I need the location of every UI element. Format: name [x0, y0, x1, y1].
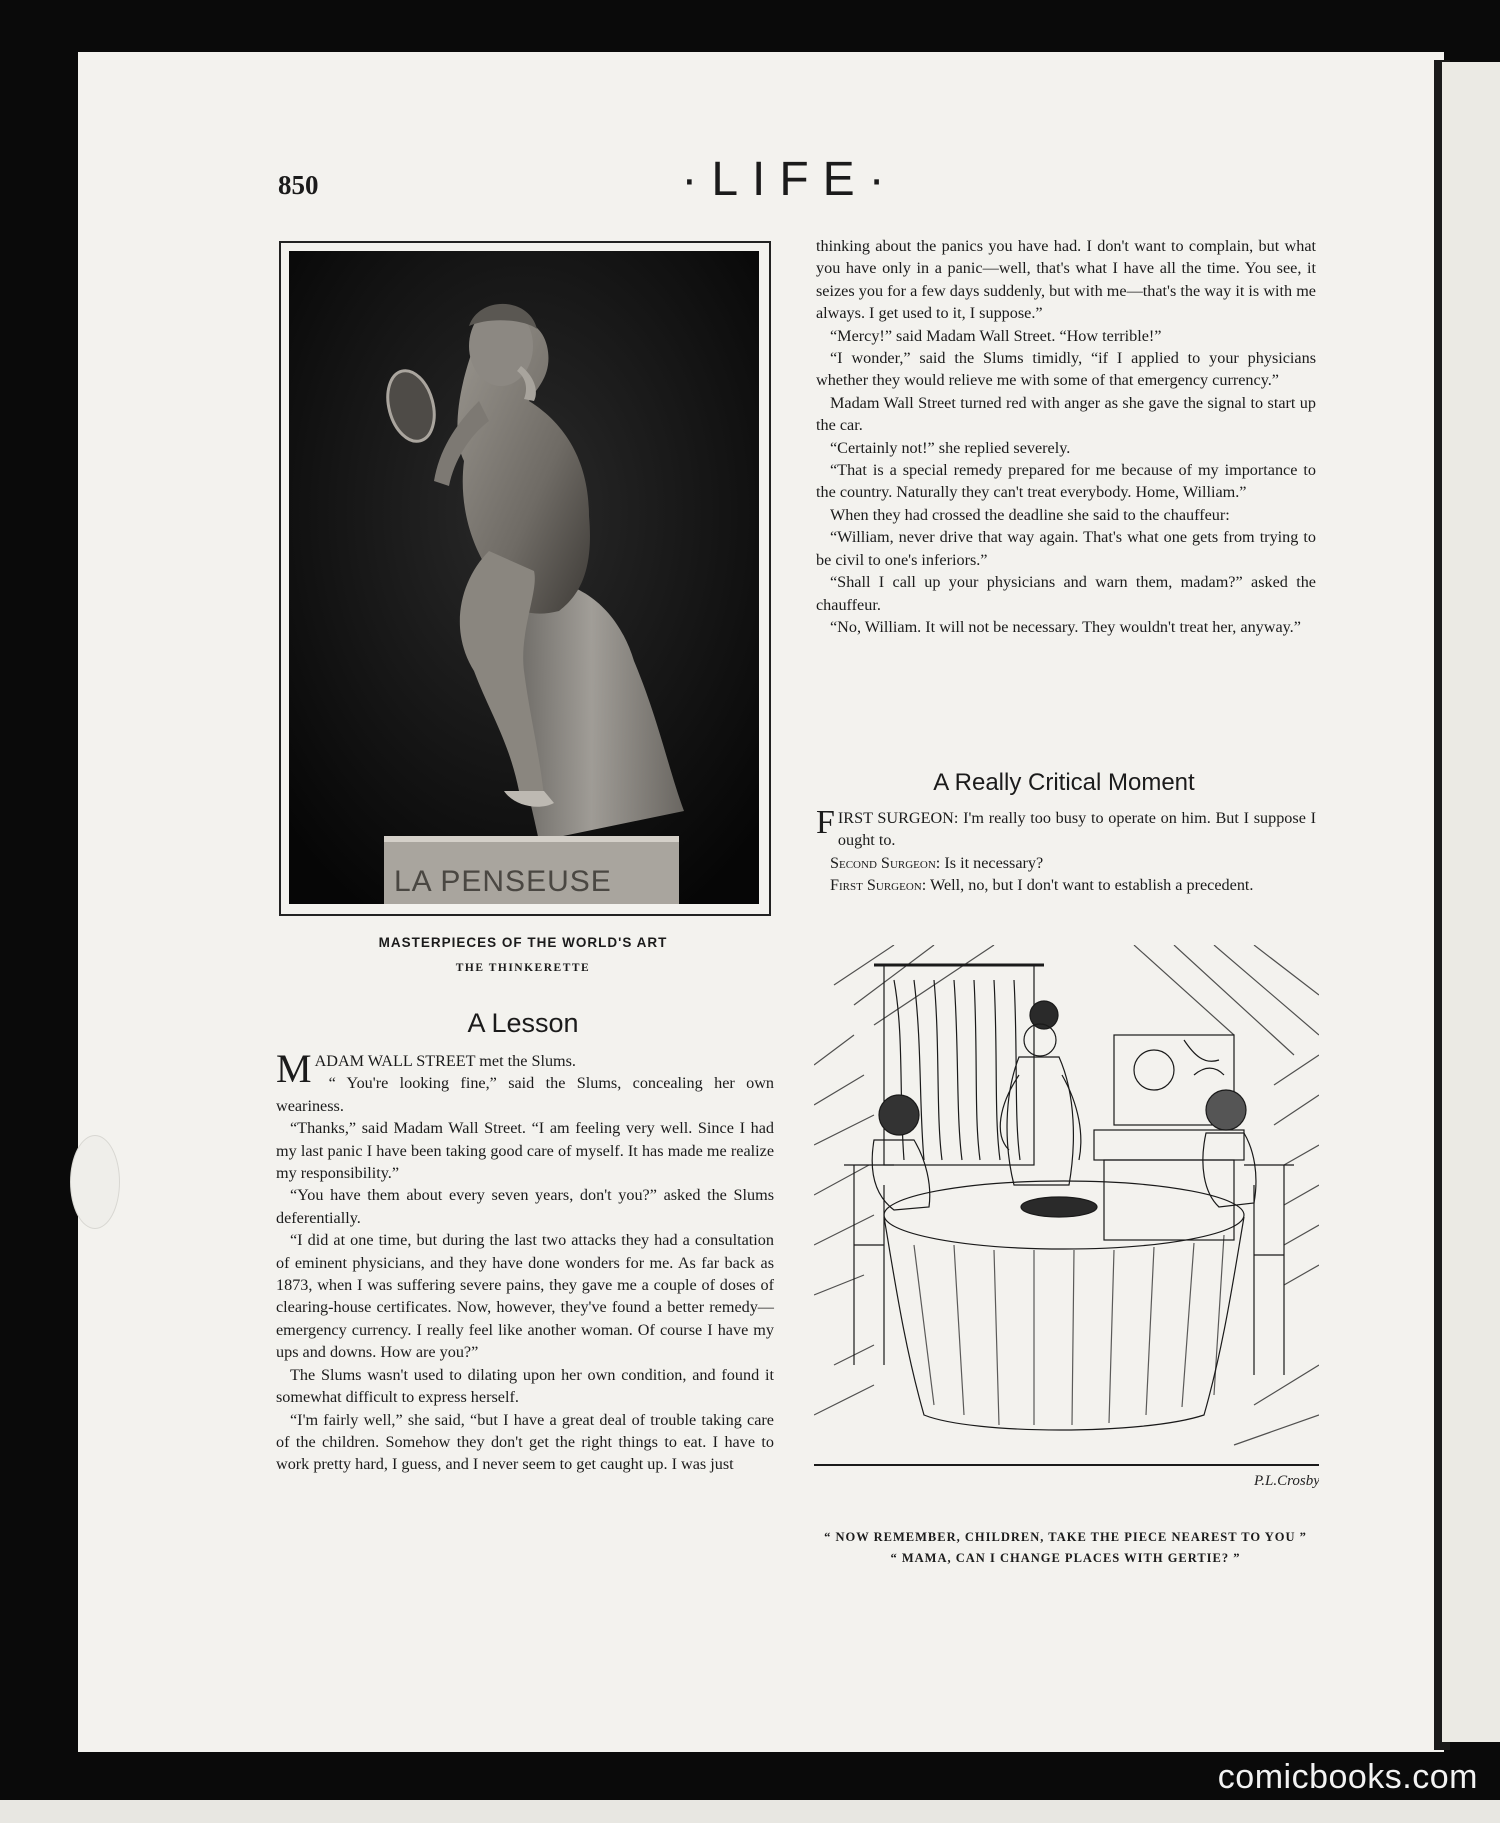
lesson-paragraph: “I did at one time, but during the last two attacks they had a consultation of eminent physicians, and they have done wonders for me. As far back as 1873, when I was suffering severe pains, they gave me a couple of doses of clearing-house certificates. Now, however, they've found a better remedy—emergency currency. I really feel like another woman. Of course I have my ups and downs. How are you?” — [276, 1231, 774, 1362]
artist-signature: P.L.Crosby — [1254, 1473, 1319, 1489]
lesson-paragraph: Madam Wall Street turned red with anger as she gave the signal to start up the car. — [816, 393, 1316, 435]
pedestal-inscription: LA PENSEUSE — [394, 865, 612, 898]
lesson-continuation: thinking about the panics you have had. I don't want to complain, but what you have only in a panic—well, that's what I have all the time. You see, it seizes you for a few days suddenly, but with me—that's the way it is with me always. I get used to it, I suppose.” — [816, 237, 1316, 323]
drop-cap: M — [276, 1046, 312, 1091]
art-plate — [279, 241, 771, 916]
drop-cap: F — [816, 804, 835, 841]
lesson-paragraph: “I wonder,” said the Slums timidly, “if I applied to your physicians whether they would relieve me with some of that emergency currency.” — [816, 349, 1316, 390]
sculpture-image — [289, 251, 759, 904]
dining-scene-drawing — [814, 945, 1319, 1498]
dialogue-line-3 — [816, 874, 1316, 896]
cartoon-illustration — [814, 945, 1319, 1498]
lesson-paragraph: “ You're looking fine,” said the Slums, concealing her own weariness. — [276, 1074, 774, 1115]
lesson-paragraph: “Shall I call up your physicians and warn them, madam?” asked the chauffeur. — [816, 573, 1316, 614]
lesson-paragraph: “That is a special remedy prepared for me because of my importance to the country. Naturally they can't treat everybody. Home, William.” — [816, 461, 1316, 502]
cartoon-caption-line1: “ NOW REMEMBER, CHILDREN, TAKE THE PIECE NEAREST TO YOU ” — [824, 1530, 1307, 1544]
masthead-title: ·LIFE· — [681, 153, 899, 206]
dialogue-text: IRST SURGEON: I'm really too busy to operate on him. But I suppose I ought to. — [837, 809, 1316, 850]
facing-page-edge — [1442, 62, 1500, 1742]
dialogue-text: Well, no, but I don't want to establish a precedent. — [929, 876, 1254, 895]
lesson-column-right — [816, 235, 1316, 638]
bottom-page-edge — [0, 1800, 1500, 1823]
lesson-paragraph: “I'm fairly well,” she said, “but I have a great deal of trouble taking care of the children. Somehow they don't get the right things to eat. I have to work pretty hard, I guess, and I never seem to get caught up. I was just — [276, 1410, 774, 1474]
lesson-paragraph: When they had crossed the deadline she said to the chauffeur: — [830, 505, 1230, 524]
lesson-opening-text: ADAM WALL STREET met the Slums. — [314, 1052, 576, 1070]
cartoon-caption-line2: “ MAMA, CAN I CHANGE PLACES WITH GERTIE? ” — [890, 1551, 1241, 1565]
speaker-label: Second Surgeon: — [830, 853, 941, 872]
lesson-paragraph: “Mercy!” said Madam Wall Street. “How terrible!” — [830, 326, 1162, 345]
lesson-paragraph: “You have them about every seven years, don't you?” asked the Slums deferentially. — [276, 1186, 774, 1227]
dialogue-line-2 — [816, 852, 1316, 874]
plate-caption-series: MASTERPIECES OF THE WORLD'S ART — [378, 935, 668, 950]
lesson-column-left — [276, 1046, 774, 1476]
lesson-paragraph: The Slums wasn't used to dilating upon her own condition, and found it somewhat difficult to express herself. — [276, 1365, 774, 1407]
sculpture-illustration — [289, 251, 759, 904]
dialogue-text: Is it necessary? — [944, 853, 1044, 872]
lesson-paragraph: “No, William. It will not be necessary. They wouldn't treat her, anyway.” — [830, 617, 1301, 636]
site-watermark: comicbooks.com — [1217, 1758, 1478, 1796]
article-title-lesson: A Lesson — [467, 1008, 579, 1038]
speaker-label: First Surgeon: — [830, 876, 927, 895]
lesson-opening — [276, 1046, 774, 1091]
critical-dialogue — [816, 804, 1316, 897]
binding-hole — [70, 1135, 120, 1229]
article-title-critical: A Really Critical Moment — [933, 769, 1195, 796]
plate-caption-title: THE THINKERETTE — [455, 962, 591, 974]
lesson-paragraph: “Thanks,” said Madam Wall Street. “I am feeling very well. Since I had my last panic I have been taking good care of myself. It has made me realize my responsibility.” — [276, 1119, 774, 1183]
dialogue-line-1 — [816, 804, 1316, 852]
lesson-paragraph: “William, never drive that way again. That's what one gets from trying to be civil to one's inferiors.” — [816, 528, 1316, 569]
lesson-paragraph: “Certainly not!” she replied severely. — [830, 438, 1071, 457]
page-number: 850 — [278, 170, 319, 200]
